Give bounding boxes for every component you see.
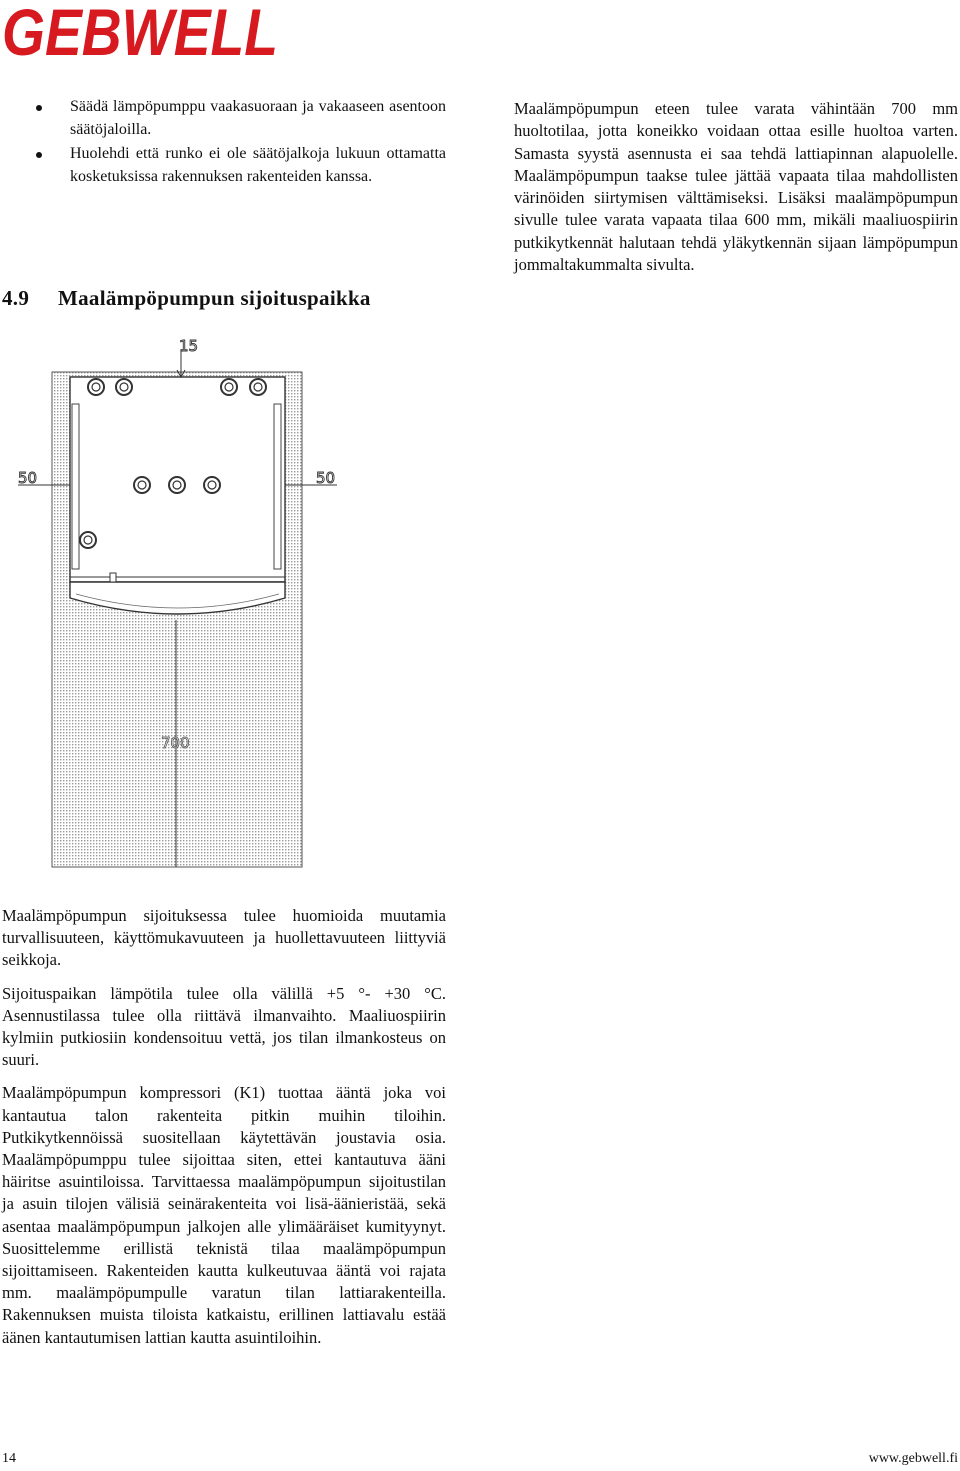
list-item bbox=[36, 96, 446, 141]
paragraph: Maalämpöpumpun kompressori (K1) tuottaa ääntä joka voi kantautua talon rakenteita pitkin muihin tiloihin. Putkikytkennöissä suositellaan käytettävän joustavia osia. Maalämpöpumppu tulee sijoittaa siten, ettei kantautuva ääni häiritse asuintiloissa. Tarvittaessa maalämpöpumpun sijoitustilan ja asuin tilojen välisiä seinärakenteita voi lisä-äänieristää, sekä asentaa maalämpöpumpun jalkojen alle ylimääräiset kumityynyt. Suosittelemme erillistä teknistä tilaa maalämpöpumpun sijoittamiseen. Rakenteiden kautta kulkeutuvaa ääntä voi rajata mm. maalämpöpumpulle varatun tilan lattiarakenteilla. Rakennuksen muista tiloista katkaistu, erillinen lattiavalu estää äänen kantautumisen lattian kautta asuintiloihin. bbox=[2, 1083, 446, 1347]
section-heading bbox=[2, 286, 371, 311]
bullet-icon bbox=[36, 152, 42, 158]
section-title: Maalämpöpumpun sijoituspaikka bbox=[58, 286, 371, 310]
service-space-paragraph: Maalämpöpumpun eteen tulee varata vähintään 700 mm huoltotilaa, jotta koneikko voidaan ottaa esille huoltoa varten. Samasta syystä asennusta ei saa tehdä lattiapinnan alapuolelle. Maalämpöpumpun taakse tulee jättää vapaata tilaa mahdollisten värinöiden siirtymisen välttämiseksi. Lisäksi maalämpöpumpun sivulle tulee varata vapaata tilaa 600 mm, mikäli maaliuospiirin putkikytkennät halutaan tehdä yläkytkennän sijaan lämpöpumpun jommaltakummalta sivulta. bbox=[514, 99, 958, 275]
page-number: 14 bbox=[2, 1451, 16, 1466]
logo-wordmark: GEBWELL bbox=[2, 0, 278, 69]
dim-right-label: 50 bbox=[316, 469, 336, 487]
bullet-text: Säädä lämpöpumppu vaakasuoraan ja vakaaseen asentoon säätöjaloilla. bbox=[70, 98, 446, 138]
section-number: 4.9 bbox=[2, 286, 30, 310]
dim-front-label: 700 bbox=[161, 734, 190, 752]
bullet-text: Huolehdi että runko ei ole säätöjalkoja lukuun ottamatta kosketuksissa rakennuksen rakenteiden kanssa. bbox=[70, 145, 446, 185]
body-text bbox=[2, 905, 446, 1360]
placement-clearance-drawing bbox=[0, 330, 336, 875]
paragraph: Sijoituspaikan lämpötila tulee olla välillä +5 °- +30 °C. Asennustilassa tulee olla riittävä ilmanvaihto. Maaliuospiirin kylmiin putkiosiin kondensoituu vettä, jos tilan ilmankosteus on suuri. bbox=[2, 983, 446, 1070]
bullet-icon bbox=[36, 105, 42, 111]
bullet-list bbox=[36, 96, 446, 190]
footer-url[interactable]: www.gebwell.fi bbox=[868, 1451, 958, 1466]
dim-top-label: 15 bbox=[179, 337, 199, 355]
pipe-connections-middle bbox=[134, 477, 220, 493]
gebwell-logo bbox=[0, 0, 290, 69]
pipe-connection-lower bbox=[80, 532, 96, 548]
dim-left-label: 50 bbox=[18, 469, 38, 487]
list-item bbox=[36, 143, 446, 188]
paragraph: Maalämpöpumpun sijoituksessa tulee huomioida muutamia turvallisuuteen, käyttömukavuuteen ja huollettavuuteen liittyviä seikkoja. bbox=[2, 906, 446, 970]
